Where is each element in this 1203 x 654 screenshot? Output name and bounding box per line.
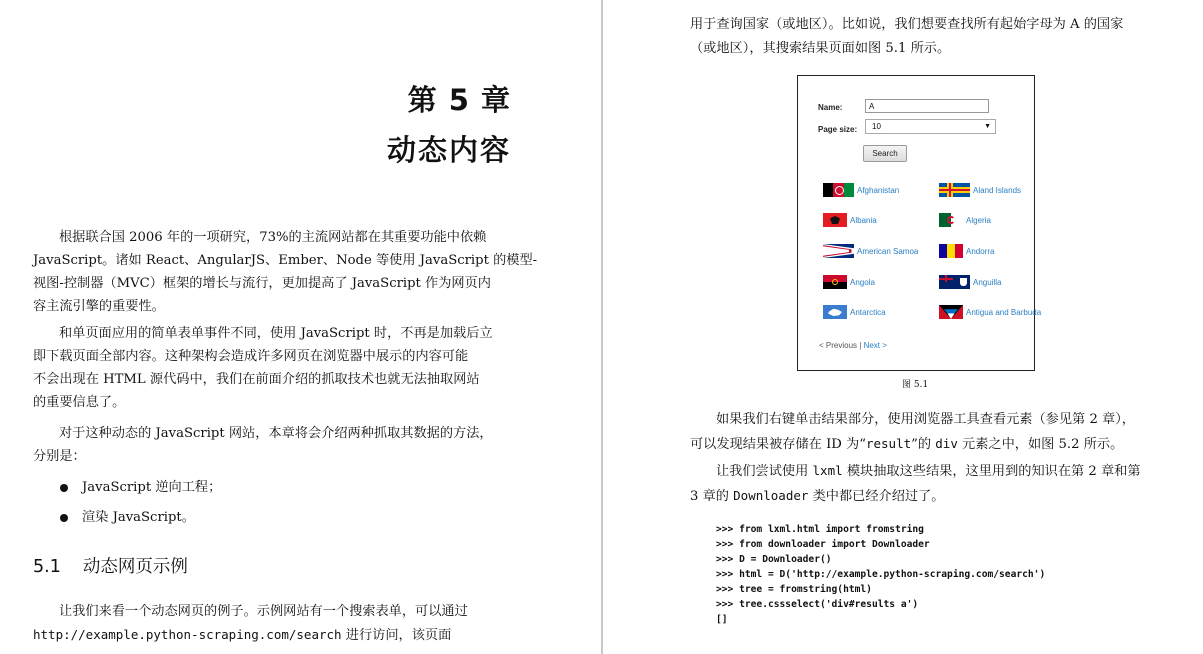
text-span: 元素之中，如图 5.2 所示。	[957, 437, 1124, 452]
paragraph-example	[33, 600, 513, 647]
section-heading	[33, 553, 188, 578]
pagination	[819, 341, 887, 350]
bullet-item	[60, 506, 195, 525]
bullet-text: JavaScript 逆向工程；	[82, 480, 222, 495]
paragraph-architecture	[33, 322, 513, 414]
text-span: 3 章的	[690, 489, 734, 504]
text-span: 类中都已经介绍过了。	[808, 489, 945, 504]
chapter-title: 动态内容	[386, 133, 511, 167]
angola-flag-icon	[823, 275, 847, 289]
american-samoa-flag-icon	[823, 244, 854, 258]
code-block	[716, 522, 1045, 627]
text-span: ”的	[911, 437, 936, 452]
text-line: 的重要信息了。	[33, 395, 126, 410]
pager-separator: |	[857, 341, 864, 350]
code-line: >>> tree = fromstring(html)	[716, 584, 872, 595]
text-line: 根据联合国 2006 年的一项研究，73%的主流网站都在其重要功能中依赖	[59, 230, 487, 245]
text-line: 让我们来看一个动态网页的例子。示例网站有一个搜索表单，可以通过	[59, 604, 468, 619]
name-input[interactable]: A	[865, 99, 989, 113]
code-line: >>> from lxml.html import fromstring	[716, 524, 924, 535]
left-book-page	[0, 0, 601, 654]
page-size-select[interactable]	[865, 119, 996, 134]
result-item[interactable]	[939, 305, 1041, 319]
inline-code: result	[865, 436, 912, 451]
result-item[interactable]	[823, 183, 899, 197]
code-line: >>> tree.cssselect('div#results a')	[716, 599, 919, 610]
page-size-label: Page size:	[818, 125, 858, 134]
afghanistan-flag-icon	[823, 183, 854, 197]
albania-flag-icon	[823, 213, 847, 227]
chapter-number: 第 5 章	[407, 83, 511, 117]
bullet-text: 渲染 JavaScript。	[82, 510, 195, 525]
result-item[interactable]	[823, 305, 886, 319]
text-line: 和单页面应用的简单表单事件不同，使用 JavaScript 时，不再是加载后立	[59, 326, 493, 341]
text-line: JavaScript。诸如 React、AngularJS、Ember、Node 等使用 JavaScript 的模型-	[33, 253, 538, 268]
algeria-flag-icon	[939, 213, 963, 227]
search-button[interactable]: Search	[863, 145, 907, 162]
paragraph-methods	[33, 422, 513, 468]
andorra-flag-icon	[939, 244, 963, 258]
result-link[interactable]: Aland Islands	[973, 185, 1022, 195]
result-link[interactable]: Afghanistan	[857, 185, 900, 195]
inline-code: Downloader	[733, 488, 809, 503]
text-span: 模块抽取这些结果，这里用到的知识在第 2 章和第	[842, 464, 1141, 479]
result-link[interactable]: American Samoa	[857, 246, 919, 256]
result-link[interactable]: Antarctica	[850, 307, 886, 317]
text-line	[690, 459, 1170, 484]
paragraph-search-intro	[690, 13, 1170, 61]
dropdown-arrow-icon: ▼	[984, 123, 991, 130]
result-item[interactable]	[823, 275, 875, 289]
page-size-value: 10	[872, 122, 881, 131]
example-url: http://example.python-scraping.com/search	[33, 627, 342, 642]
bullet-item	[60, 476, 221, 495]
text-line: 即下载页面全部内容。这种架构会造成许多网页在浏览器中展示的内容可能	[33, 349, 469, 364]
result-item[interactable]	[939, 244, 994, 258]
text-span: 进行访问，该页面	[341, 628, 452, 643]
antarctica-flag-icon	[823, 305, 847, 319]
result-link[interactable]: Anguilla	[973, 277, 1002, 287]
result-item[interactable]	[939, 275, 1001, 289]
bullet-icon	[60, 484, 68, 492]
paragraph-inspect	[690, 408, 1170, 457]
result-link[interactable]: Angola	[850, 277, 875, 287]
result-item[interactable]	[823, 213, 877, 227]
next-link[interactable]: Next >	[863, 341, 887, 350]
right-book-page	[603, 0, 1203, 654]
result-item[interactable]	[939, 213, 991, 227]
inline-code: lxml	[812, 463, 843, 478]
code-line: >>> D = Downloader()	[716, 554, 832, 565]
text-span: 让我们尝试使用	[716, 464, 813, 479]
result-link[interactable]: Antigua and Barbuda	[966, 307, 1042, 317]
result-link[interactable]: Albania	[850, 215, 877, 225]
text-line: 不会出现在 HTML 源代码中，我们在前面介绍的抓取技术也就无法抽取网站	[33, 372, 480, 387]
figure-caption: 图 5.1	[902, 380, 929, 390]
section-number: 5.1	[33, 557, 61, 577]
text-line: 分别是：	[33, 449, 86, 464]
aland-islands-flag-icon	[939, 183, 970, 197]
result-link[interactable]: Andorra	[966, 246, 995, 256]
previous-link[interactable]: < Previous	[819, 341, 858, 350]
text-line: 对于这种动态的 JavaScript 网站，本章将会介绍两种抓取其数据的方法，	[59, 426, 493, 441]
code-line: >>> html = D('http://example.python-scraping.com/search')	[716, 569, 1046, 580]
paragraph-lxml	[690, 459, 1170, 509]
text-line: 视图-控制器（MVC）框架的增长与流行，更加提高了 JavaScript 作为网页内	[33, 276, 491, 291]
figure-search-screenshot	[797, 75, 1042, 371]
code-line: >>> from downloader import Downloader	[716, 539, 930, 550]
inline-code: div	[935, 436, 958, 451]
result-item[interactable]	[939, 183, 1021, 197]
result-link[interactable]: Algeria	[966, 215, 991, 225]
section-title: 动态网页示例	[82, 557, 188, 577]
paragraph-intro	[33, 226, 538, 318]
text-line: 容主流引擎的重要性。	[33, 299, 165, 314]
text-line	[690, 484, 1170, 509]
result-item[interactable]	[823, 244, 918, 258]
name-label: Name:	[818, 103, 843, 112]
text-span: 可以发现结果被存储在 ID 为“	[690, 437, 866, 452]
anguilla-flag-icon	[939, 275, 970, 289]
antigua-and-barbuda-flag-icon	[939, 305, 963, 319]
code-line: []	[716, 614, 728, 625]
bullet-icon	[60, 514, 68, 522]
text-line	[33, 623, 513, 647]
text-line	[690, 432, 1170, 457]
text-line: 如果我们右键单击结果部分，使用浏览器工具查看元素（参见第 2 章），	[716, 412, 1135, 427]
text-line: （或地区），其搜索结果页面如图 5.1 所示。	[690, 41, 951, 56]
text-line: 用于查询国家（或地区）。比如说，我们想要查找所有起始字母为 A 的国家	[690, 17, 1124, 32]
